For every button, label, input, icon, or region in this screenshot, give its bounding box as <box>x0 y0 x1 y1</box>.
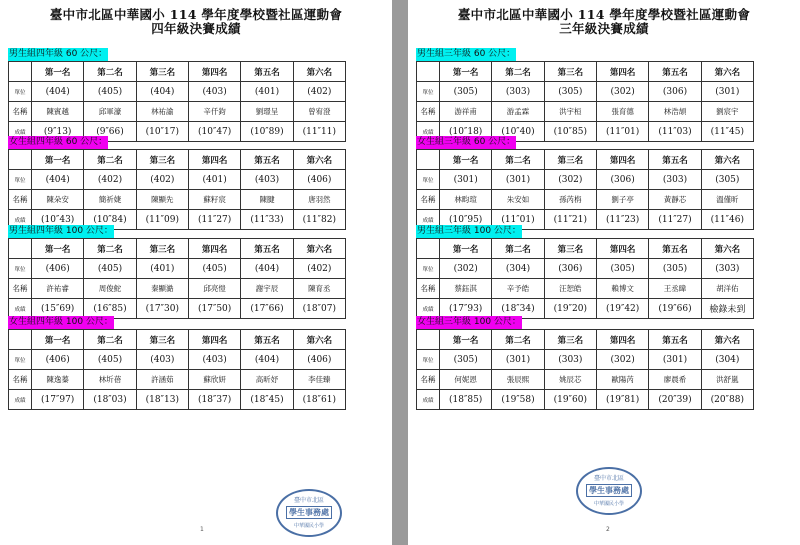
unit-cell: (306) <box>544 259 596 279</box>
name-cell: 游孟霖 <box>492 102 544 122</box>
page-number: 2 <box>606 526 610 533</box>
rank-header: 第三名 <box>136 62 188 82</box>
result-cell: (19″66) <box>649 299 701 319</box>
rank-header: 第二名 <box>492 150 544 170</box>
unit-cell: (406) <box>32 259 84 279</box>
row-label: 單位 <box>417 82 440 102</box>
rank-header: 第六名 <box>293 330 345 350</box>
rank-header: 第一名 <box>440 150 492 170</box>
rank-header: 第一名 <box>32 239 84 259</box>
unit-cell: (301) <box>492 350 544 370</box>
name-cell: 汪恕皓 <box>544 279 596 299</box>
result-cell: (10″95) <box>440 210 492 230</box>
result-section <box>416 41 754 142</box>
unit-cell: (305) <box>649 259 701 279</box>
row-label: 成績 <box>9 299 32 319</box>
rank-header: 第三名 <box>544 239 596 259</box>
rank-header: 第六名 <box>293 62 345 82</box>
unit-cell: (302) <box>596 350 648 370</box>
unit-cell: (305) <box>440 82 492 102</box>
rank-header: 第二名 <box>492 62 544 82</box>
rank-header: 第一名 <box>440 330 492 350</box>
row-label: 成績 <box>417 210 440 230</box>
section-label: 女生組四年級 100 公尺： <box>9 317 113 327</box>
result-cell: (18″34) <box>492 299 544 319</box>
name-cell: 陳賓越 <box>32 102 84 122</box>
rank-header: 第五名 <box>649 150 701 170</box>
row-label: 成績 <box>9 390 32 410</box>
result-cell: (17″30) <box>136 299 188 319</box>
name-cell: 林圻蓓 <box>84 370 136 390</box>
row-label: 單位 <box>417 259 440 279</box>
rank-header: 第五名 <box>649 62 701 82</box>
row-label: 成績 <box>9 122 32 142</box>
unit-cell: (301) <box>701 82 753 102</box>
stamp-top-text: 臺中市北區 <box>593 475 624 482</box>
name-cell: 姚辰芯 <box>544 370 596 390</box>
row-label: 成績 <box>9 210 32 230</box>
name-cell: 辛予皓 <box>492 279 544 299</box>
page-subtitle: 三年級決賽成績 <box>559 21 649 36</box>
result-cell: (19″20) <box>544 299 596 319</box>
result-section <box>8 309 346 410</box>
result-section <box>416 129 754 230</box>
name-cell: 唐羽然 <box>293 190 345 210</box>
result-cell: (18″13) <box>136 390 188 410</box>
name-cell: 蔡鈺淇 <box>440 279 492 299</box>
document-page-right <box>408 0 800 545</box>
result-cell: (18″85) <box>440 390 492 410</box>
row-label: 名稱 <box>9 102 32 122</box>
unit-cell: (304) <box>492 259 544 279</box>
name-cell: 洪舒嵐 <box>701 370 753 390</box>
unit-cell: (402) <box>293 82 345 102</box>
rank-header: 第三名 <box>544 62 596 82</box>
result-cell: (18″45) <box>241 390 293 410</box>
name-cell: 廖晨希 <box>649 370 701 390</box>
result-cell: (11″23) <box>596 210 648 230</box>
result-cell: (11″82) <box>293 210 345 230</box>
row-label: 名稱 <box>417 102 440 122</box>
rank-header: 第一名 <box>32 330 84 350</box>
result-cell: 檢錄未到 <box>701 299 753 319</box>
row-label: 名稱 <box>417 190 440 210</box>
result-cell: (19″58) <box>492 390 544 410</box>
section-label: 男生組四年級 100 公尺： <box>9 226 113 236</box>
result-cell: (11″01) <box>596 122 648 142</box>
unit-cell: (305) <box>544 82 596 102</box>
rank-header: 第五名 <box>241 62 293 82</box>
name-cell: 陳逸蓁 <box>32 370 84 390</box>
school-seal-stamp <box>276 489 342 537</box>
result-cell: (11″27) <box>188 210 240 230</box>
result-section <box>8 41 346 142</box>
unit-cell: (402) <box>136 170 188 190</box>
stamp-bottom-text: 中華國民小學 <box>293 523 324 529</box>
rank-header: 第四名 <box>596 330 648 350</box>
stamp-mid-text: 學生事務處 <box>586 484 632 497</box>
rank-header: 第六名 <box>701 330 753 350</box>
section-label: 女生組三年級 60 公尺： <box>417 137 516 147</box>
row-label: 成績 <box>417 299 440 319</box>
unit-cell: (303) <box>701 259 753 279</box>
result-cell: (18″07) <box>293 299 345 319</box>
unit-cell: (302) <box>544 170 596 190</box>
name-cell: 曾宥澄 <box>293 102 345 122</box>
result-cell: (11″33) <box>241 210 293 230</box>
unit-cell: (406) <box>293 350 345 370</box>
name-cell: 許涵茹 <box>136 370 188 390</box>
name-cell: 蘇欣妍 <box>188 370 240 390</box>
name-cell: 李佳臻 <box>293 370 345 390</box>
result-cell: (10″18) <box>440 122 492 142</box>
result-cell: (17″97) <box>32 390 84 410</box>
rank-header: 第三名 <box>136 239 188 259</box>
unit-cell: (302) <box>440 259 492 279</box>
name-cell: 林畇瑄 <box>440 190 492 210</box>
result-cell: (20″88) <box>701 390 753 410</box>
rank-header: 第五名 <box>649 239 701 259</box>
unit-cell: (405) <box>84 350 136 370</box>
rank-header: 第二名 <box>492 330 544 350</box>
rank-header: 第四名 <box>188 62 240 82</box>
school-seal-stamp <box>576 467 642 515</box>
name-cell: 張辰熙 <box>492 370 544 390</box>
name-cell: 劉宸宇 <box>701 102 753 122</box>
name-cell: 張育德 <box>596 102 648 122</box>
name-cell: 溫僅昕 <box>701 190 753 210</box>
name-cell: 孫芮栴 <box>544 190 596 210</box>
result-cell: (10″89) <box>241 122 293 142</box>
unit-cell: (404) <box>241 259 293 279</box>
unit-cell: (402) <box>84 170 136 190</box>
result-cell: (17″93) <box>440 299 492 319</box>
results-table <box>416 329 754 410</box>
name-cell: 簡祈婕 <box>84 190 136 210</box>
unit-cell: (303) <box>649 170 701 190</box>
unit-cell: (301) <box>649 350 701 370</box>
name-cell: 朱安如 <box>492 190 544 210</box>
name-cell: 賴博文 <box>596 279 648 299</box>
unit-cell: (301) <box>492 170 544 190</box>
row-label: 單位 <box>9 259 32 279</box>
name-cell: 邱軍濠 <box>84 102 136 122</box>
unit-cell: (403) <box>241 170 293 190</box>
result-cell: (19″60) <box>544 390 596 410</box>
section-label: 女生組三年級 100 公尺： <box>417 317 521 327</box>
name-cell: 許祐睿 <box>32 279 84 299</box>
rank-header: 第六名 <box>293 239 345 259</box>
unit-cell: (301) <box>440 170 492 190</box>
row-label: 名稱 <box>9 370 32 390</box>
result-cell: (10″84) <box>84 210 136 230</box>
unit-cell: (401) <box>188 170 240 190</box>
name-cell: 游祥甫 <box>440 102 492 122</box>
result-cell: (19″42) <box>596 299 648 319</box>
rank-header: 第二名 <box>84 239 136 259</box>
rank-header: 第四名 <box>188 330 240 350</box>
rank-header: 第一名 <box>32 62 84 82</box>
name-cell: 陳朵安 <box>32 190 84 210</box>
name-cell: 辛仟鈞 <box>188 102 240 122</box>
result-section <box>8 129 346 230</box>
rank-header: 第二名 <box>84 330 136 350</box>
unit-cell: (404) <box>32 82 84 102</box>
name-cell: 謝宇辰 <box>241 279 293 299</box>
result-cell: (11″45) <box>701 122 753 142</box>
result-cell: (9″66) <box>84 122 136 142</box>
name-cell: 劉璟呈 <box>241 102 293 122</box>
result-cell: (17″66) <box>241 299 293 319</box>
row-label: 名稱 <box>9 279 32 299</box>
stamp-top-text: 臺中市北區 <box>293 497 324 504</box>
rank-header: 第三名 <box>544 330 596 350</box>
page-subtitle: 四年級決賽成績 <box>151 21 241 36</box>
unit-cell: (404) <box>241 350 293 370</box>
rank-header: 第五名 <box>241 239 293 259</box>
row-label: 名稱 <box>9 190 32 210</box>
unit-cell: (305) <box>440 350 492 370</box>
result-cell: (10″40) <box>492 122 544 142</box>
unit-cell: (303) <box>544 350 596 370</box>
name-cell: 蘇籽宸 <box>188 190 240 210</box>
rank-header: 第三名 <box>136 150 188 170</box>
name-cell: 洪宇桓 <box>544 102 596 122</box>
unit-cell: (302) <box>596 82 648 102</box>
result-section <box>416 218 754 319</box>
rank-header: 第二名 <box>84 150 136 170</box>
name-cell: 林祐諭 <box>136 102 188 122</box>
unit-cell: (406) <box>32 350 84 370</box>
unit-cell: (403) <box>188 350 240 370</box>
result-cell: (19″81) <box>596 390 648 410</box>
result-cell: (11″11) <box>293 122 345 142</box>
section-label: 男生組三年級 60 公尺： <box>417 49 516 59</box>
rank-header: 第四名 <box>596 62 648 82</box>
rank-header: 第一名 <box>440 62 492 82</box>
row-label: 名稱 <box>417 279 440 299</box>
rank-header: 第三名 <box>136 330 188 350</box>
rank-header: 第二名 <box>84 62 136 82</box>
unit-cell: (303) <box>492 82 544 102</box>
unit-cell: (304) <box>701 350 753 370</box>
name-cell: 胡洋佑 <box>701 279 753 299</box>
result-section <box>416 309 754 410</box>
result-cell: (18″03) <box>84 390 136 410</box>
row-label: 成績 <box>417 122 440 142</box>
stamp-bottom-text: 中華國民小學 <box>593 501 624 507</box>
result-cell: (10″47) <box>188 122 240 142</box>
unit-cell: (404) <box>136 82 188 102</box>
name-cell: 劉子亭 <box>596 190 648 210</box>
row-label: 名稱 <box>417 370 440 390</box>
row-label: 成績 <box>417 390 440 410</box>
row-label: 單位 <box>417 350 440 370</box>
document-page-left <box>0 0 392 545</box>
unit-cell: (306) <box>596 170 648 190</box>
results-table <box>416 238 754 319</box>
rank-header: 第四名 <box>188 239 240 259</box>
unit-cell: (405) <box>84 259 136 279</box>
result-cell: (10″43) <box>32 210 84 230</box>
name-cell: 何妮恩 <box>440 370 492 390</box>
rank-header: 第三名 <box>544 150 596 170</box>
unit-cell: (401) <box>241 82 293 102</box>
name-cell: 歐陽芮 <box>596 370 648 390</box>
name-cell: 邱亮愷 <box>188 279 240 299</box>
result-cell: (11″46) <box>701 210 753 230</box>
result-cell: (11″03) <box>649 122 701 142</box>
name-cell: 陳腱 <box>241 190 293 210</box>
name-cell: 陳育丞 <box>293 279 345 299</box>
unit-cell: (306) <box>649 82 701 102</box>
rank-header: 第一名 <box>440 239 492 259</box>
rank-header: 第六名 <box>701 62 753 82</box>
page-number: 1 <box>200 526 204 533</box>
row-label: 單位 <box>9 170 32 190</box>
result-cell: (15″69) <box>32 299 84 319</box>
result-section <box>8 218 346 319</box>
row-label: 單位 <box>9 82 32 102</box>
name-cell: 陳顯先 <box>136 190 188 210</box>
unit-cell: (403) <box>136 350 188 370</box>
name-cell: 秦顯澔 <box>136 279 188 299</box>
unit-cell: (405) <box>84 82 136 102</box>
result-cell: (18″61) <box>293 390 345 410</box>
result-cell: (20″39) <box>649 390 701 410</box>
name-cell: 王丞暐 <box>649 279 701 299</box>
rank-header: 第六名 <box>701 239 753 259</box>
result-cell: (9″13) <box>32 122 84 142</box>
rank-header: 第五名 <box>241 330 293 350</box>
unit-cell: (305) <box>701 170 753 190</box>
rank-header: 第四名 <box>596 150 648 170</box>
section-label: 男生組四年級 60 公尺： <box>9 49 108 59</box>
row-label: 單位 <box>9 350 32 370</box>
section-label: 女生組四年級 60 公尺： <box>9 137 108 147</box>
result-cell: (10″85) <box>544 122 596 142</box>
rank-header: 第四名 <box>596 239 648 259</box>
rank-header: 第四名 <box>188 150 240 170</box>
name-cell: 林浩頡 <box>649 102 701 122</box>
row-label: 單位 <box>417 170 440 190</box>
unit-cell: (406) <box>293 170 345 190</box>
unit-cell: (402) <box>293 259 345 279</box>
unit-cell: (305) <box>596 259 648 279</box>
unit-cell: (404) <box>32 170 84 190</box>
result-cell: (16″85) <box>84 299 136 319</box>
result-cell: (18″37) <box>188 390 240 410</box>
section-label: 男生組三年級 100 公尺： <box>417 226 521 236</box>
rank-header: 第一名 <box>32 150 84 170</box>
rank-header: 第二名 <box>492 239 544 259</box>
result-cell: (11″21) <box>544 210 596 230</box>
unit-cell: (401) <box>136 259 188 279</box>
rank-header: 第五名 <box>649 330 701 350</box>
stamp-mid-text: 學生事務處 <box>286 506 332 519</box>
rank-header: 第六名 <box>701 150 753 170</box>
unit-cell: (405) <box>188 259 240 279</box>
results-table <box>8 329 346 410</box>
page-title: 臺中市北區中華國小 114 學年度學校暨社區運動會 <box>457 7 751 22</box>
name-cell: 黃靜芯 <box>649 190 701 210</box>
name-cell: 高昕妤 <box>241 370 293 390</box>
page-title: 臺中市北區中華國小 114 學年度學校暨社區運動會 <box>49 7 343 22</box>
rank-header: 第六名 <box>293 150 345 170</box>
unit-cell: (403) <box>188 82 240 102</box>
result-cell: (11″09) <box>136 210 188 230</box>
result-cell: (11″27) <box>649 210 701 230</box>
rank-header: 第五名 <box>241 150 293 170</box>
result-cell: (11″01) <box>492 210 544 230</box>
name-cell: 周俊鮀 <box>84 279 136 299</box>
result-cell: (10″17) <box>136 122 188 142</box>
results-table <box>8 238 346 319</box>
result-cell: (17″50) <box>188 299 240 319</box>
